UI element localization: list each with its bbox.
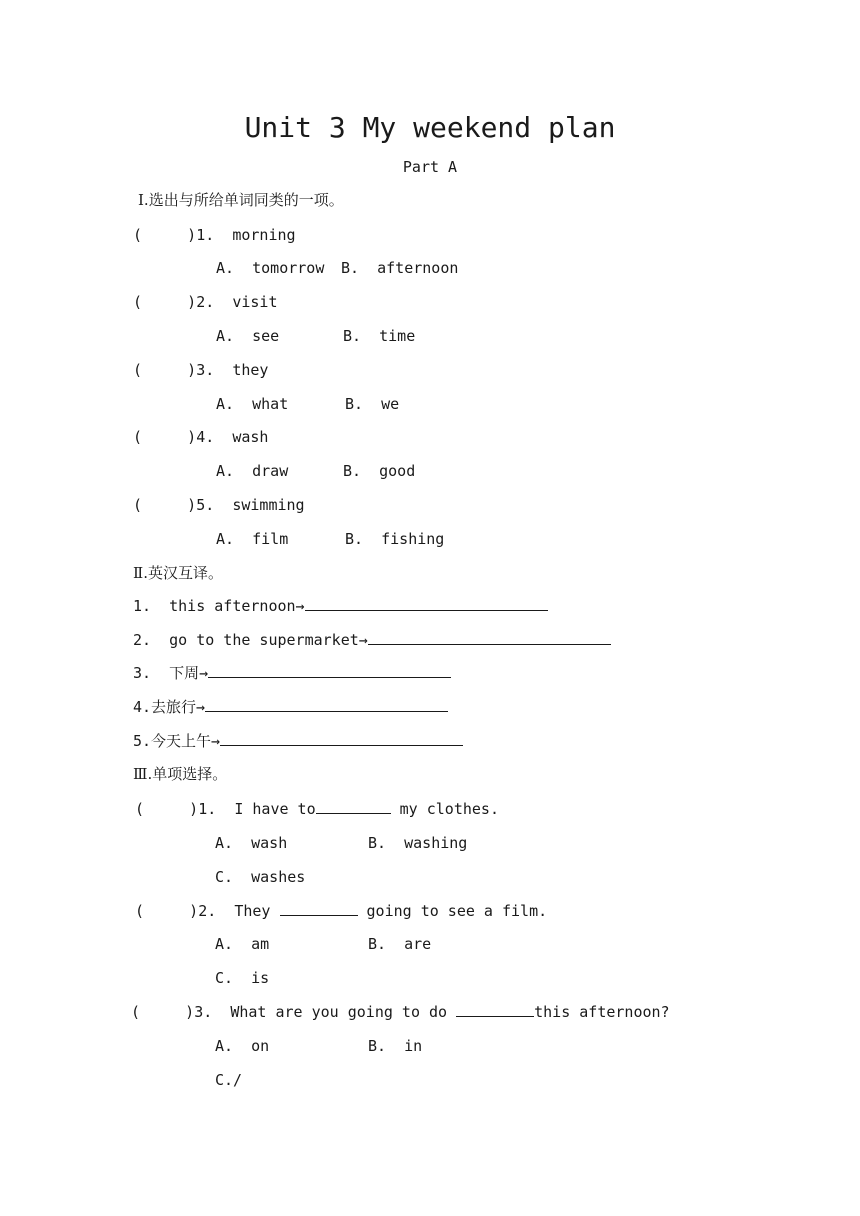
s1-q1-option-b: B. afternoon	[341, 259, 459, 277]
page-title: Unit 3 My weekend plan	[244, 111, 616, 144]
answer-blank[interactable]	[208, 663, 451, 678]
s3-q3-option-a: A. on	[215, 1037, 270, 1055]
section1-heading: Ⅰ.选出与所给单词同类的一项。	[138, 191, 344, 209]
answer-blank[interactable]	[456, 1002, 534, 1017]
s3-q2-option-c: C. is	[215, 969, 270, 987]
s1-q5-stem: ( )5. swimming	[133, 496, 305, 514]
answer-blank[interactable]	[220, 731, 463, 746]
s3-q2-stem: ( )2. They going to see a film.	[135, 902, 548, 920]
s1-q5-option-a: A. film	[216, 530, 289, 548]
s3-q1-option-c: C. washes	[215, 868, 306, 886]
s1-q4-stem: ( )4. wash	[133, 428, 269, 446]
s3-q1-option-a: A. wash	[215, 834, 288, 852]
s3-q3-stem: ( )3. What are you going to do this afternoon?	[131, 1003, 670, 1021]
s2-item-3: 3. 下周→	[133, 663, 451, 683]
answer-blank[interactable]	[205, 697, 448, 712]
s2-item-2: 2. go to the supermarket→	[133, 630, 611, 650]
s1-q2-option-a: A. see	[216, 327, 280, 345]
s2-item-5: 5.今天上午→	[133, 731, 463, 751]
s1-q4-option-a: A. draw	[216, 462, 289, 480]
s1-q2-option-b: B. time	[343, 327, 416, 345]
section3-heading: Ⅲ.单项选择。	[133, 765, 228, 783]
s1-q5-option-b: B. fishing	[345, 530, 445, 548]
answer-blank[interactable]	[316, 799, 391, 814]
s1-q3-option-b: B. we	[345, 395, 400, 413]
s2-item-1: 1. this afternoon→	[133, 596, 548, 616]
s3-q1-option-b: B. washing	[368, 834, 468, 852]
s1-q2-stem: ( )2. visit	[133, 293, 278, 311]
s1-q1-option-a: A. tomorrow	[216, 259, 325, 277]
section2-heading: Ⅱ.英汉互译。	[133, 564, 223, 582]
s1-q4-option-b: B. good	[343, 462, 416, 480]
answer-blank[interactable]	[305, 596, 548, 611]
page-subtitle: Part A	[402, 158, 458, 176]
s3-q3-option-b: B. in	[368, 1037, 423, 1055]
s2-item-4: 4.去旅行→	[133, 697, 448, 717]
s1-q3-stem: ( )3. they	[133, 361, 269, 379]
s1-q1-stem: ( )1. morning	[133, 226, 296, 244]
s3-q2-option-a: A. am	[215, 935, 270, 953]
s1-q3-option-a: A. what	[216, 395, 289, 413]
s3-q1-stem: ( )1. I have to my clothes.	[135, 800, 499, 818]
s3-q3-option-c: C./	[215, 1071, 243, 1089]
answer-blank[interactable]	[280, 901, 358, 916]
s3-q2-option-b: B. are	[368, 935, 432, 953]
answer-blank[interactable]	[368, 630, 611, 645]
